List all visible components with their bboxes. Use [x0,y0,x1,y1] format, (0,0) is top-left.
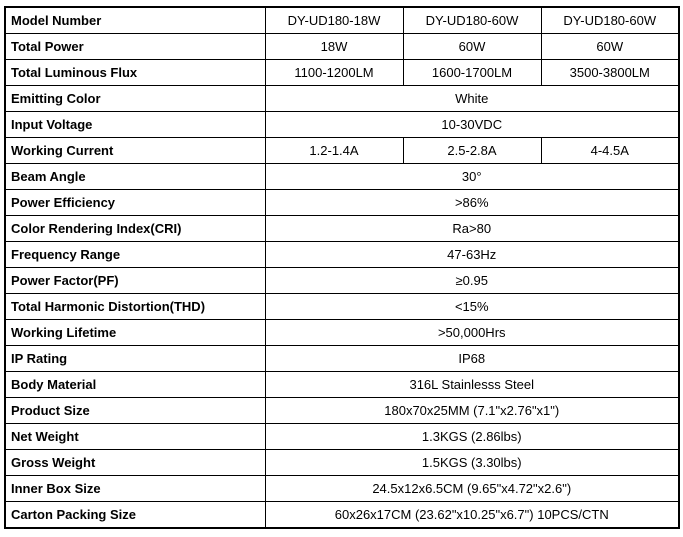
row-label: Carton Packing Size [5,502,265,529]
table-row [5,86,679,112]
row-value: <15% [265,294,679,320]
row-label: Color Rendering Index(CRI) [5,216,265,242]
row-value: 24.5x12x6.5CM (9.65"x4.72"x2.6") [265,476,679,502]
row-label: Beam Angle [5,164,265,190]
table-row [5,450,679,476]
row-value: 60W [403,34,541,60]
row-label: Frequency Range [5,242,265,268]
table-row [5,502,679,529]
table-row [5,164,679,190]
row-label: Product Size [5,398,265,424]
row-value: 60W [541,34,679,60]
row-value: 4-4.5A [541,138,679,164]
row-value: 1100-1200LM [265,60,403,86]
row-value: 316L Stainlesss Steel [265,372,679,398]
row-label: Total Power [5,34,265,60]
spec-table-container [4,6,680,529]
table-row [5,398,679,424]
table-row [5,268,679,294]
row-label: Total Harmonic Distortion(THD) [5,294,265,320]
table-row [5,138,679,164]
row-value: 1.5KGS (3.30lbs) [265,450,679,476]
table-row [5,190,679,216]
spec-table-body [5,7,679,528]
row-value: DY-UD180-60W [403,7,541,34]
table-row [5,112,679,138]
row-value: 60x26x17CM (23.62"x10.25"x6.7") 10PCS/CTN [265,502,679,529]
table-row [5,60,679,86]
table-row [5,216,679,242]
row-label: Net Weight [5,424,265,450]
row-value: 3500-3800LM [541,60,679,86]
spec-table [4,6,680,529]
row-value: IP68 [265,346,679,372]
row-label: Inner Box Size [5,476,265,502]
row-value: 180x70x25MM (7.1"x2.76"x1") [265,398,679,424]
row-label: Emitting Color [5,86,265,112]
row-value: White [265,86,679,112]
row-value: 47-63Hz [265,242,679,268]
row-label: Working Lifetime [5,320,265,346]
row-value: >86% [265,190,679,216]
row-value: DY-UD180-60W [541,7,679,34]
row-label: Total Luminous Flux [5,60,265,86]
row-value: 1.2-1.4A [265,138,403,164]
row-value: >50,000Hrs [265,320,679,346]
row-label: Model Number [5,7,265,34]
row-label: IP Rating [5,346,265,372]
row-value: 1.3KGS (2.86lbs) [265,424,679,450]
table-row [5,242,679,268]
row-value: 10-30VDC [265,112,679,138]
row-value: 2.5-2.8A [403,138,541,164]
row-value: 1600-1700LM [403,60,541,86]
table-row [5,34,679,60]
row-value: 18W [265,34,403,60]
row-label: Power Efficiency [5,190,265,216]
row-label: Power Factor(PF) [5,268,265,294]
row-value: 30° [265,164,679,190]
row-label: Body Material [5,372,265,398]
row-value: DY-UD180-18W [265,7,403,34]
row-value: ≥0.95 [265,268,679,294]
table-row [5,7,679,34]
row-label: Working Current [5,138,265,164]
table-row [5,320,679,346]
table-row [5,424,679,450]
row-label: Gross Weight [5,450,265,476]
table-row [5,294,679,320]
row-label: Input Voltage [5,112,265,138]
table-row [5,346,679,372]
row-value: Ra>80 [265,216,679,242]
table-row [5,476,679,502]
table-row [5,372,679,398]
